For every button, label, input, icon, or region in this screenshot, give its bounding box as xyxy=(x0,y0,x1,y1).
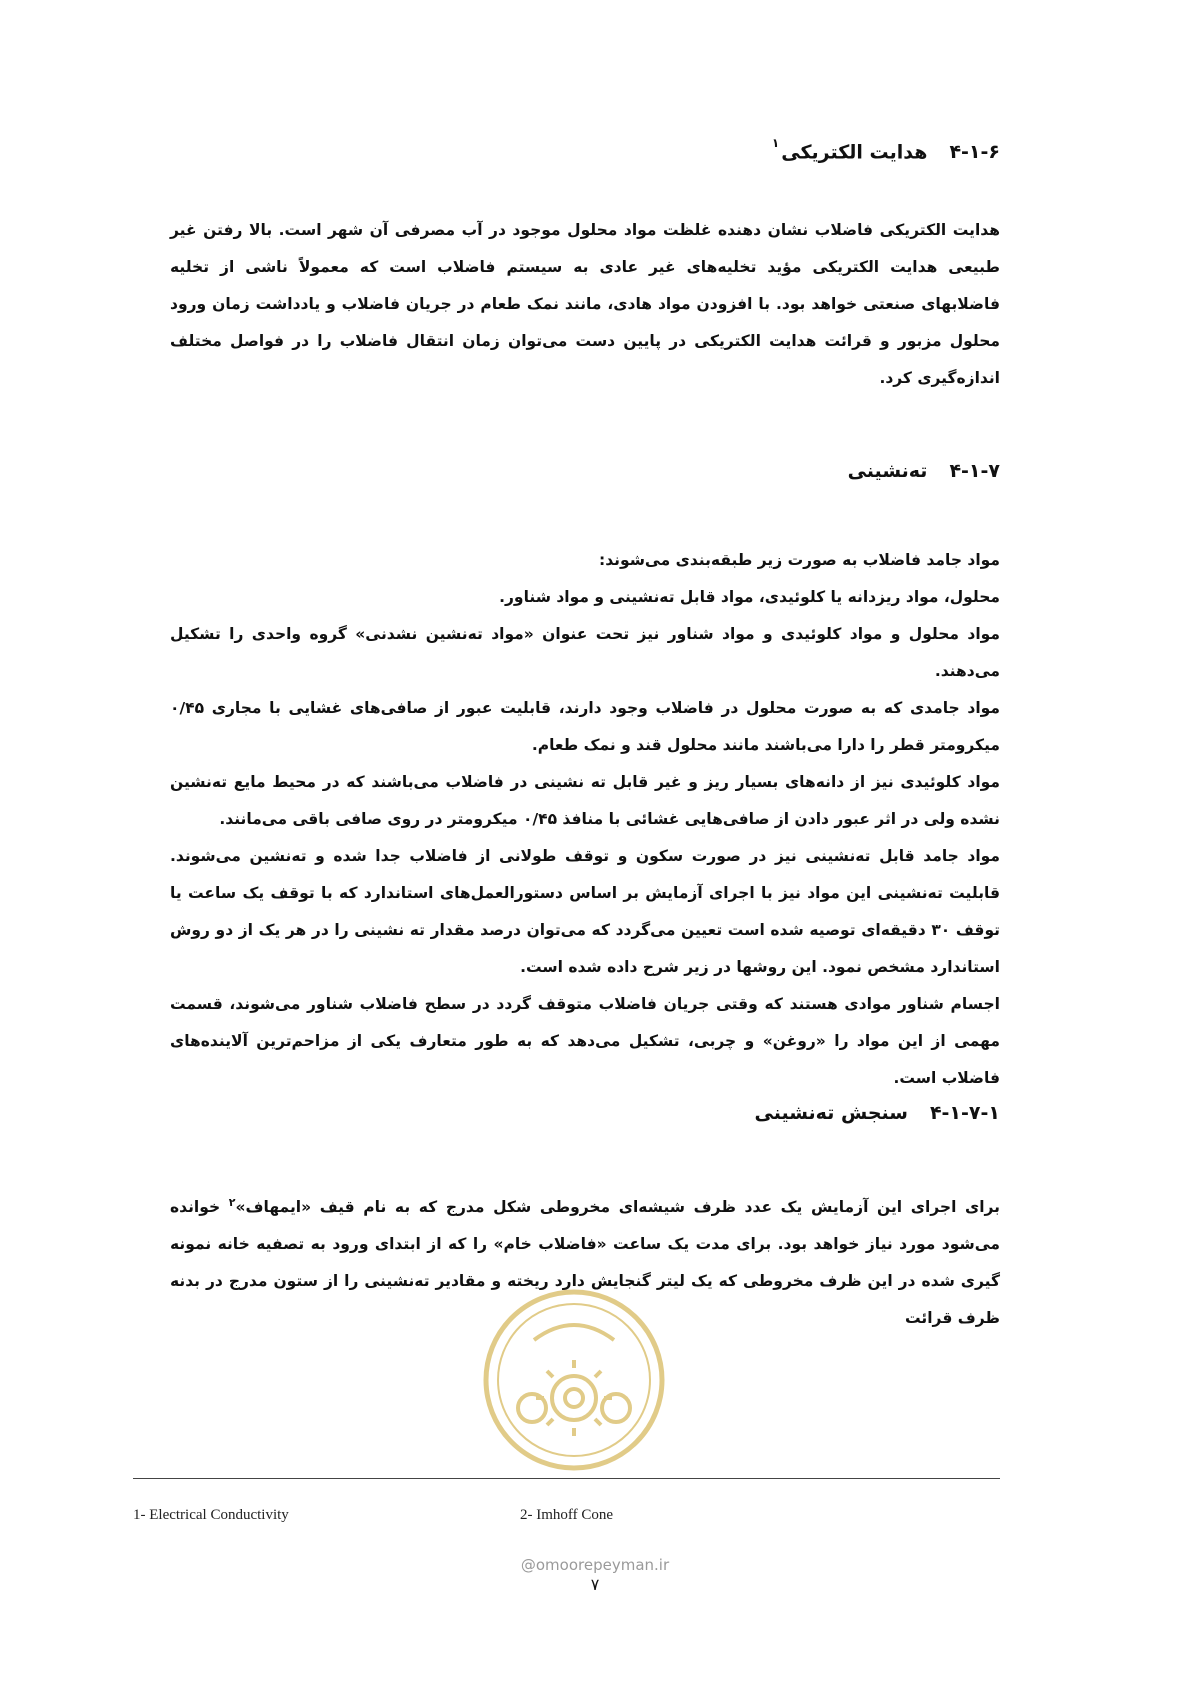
page-number: ۷ xyxy=(590,1575,600,1594)
watermark-logo xyxy=(474,1280,674,1490)
paragraph-text: مواد جامدی که به صورت محلول در فاضلاب وجود دارند، قابلیت عبور از صافی‌های غشایی با مجاری ۰/۴۵ میکرومتر قطر را دارا می‌باشند مانند محلول قند و نمک طعام. xyxy=(170,699,1000,754)
watermark-url: @omoorepeyman.ir xyxy=(520,1556,670,1574)
section-number: ۴-۱-۶ xyxy=(949,141,1000,164)
section-number: ۴-۱-۷-۱ xyxy=(929,1102,1000,1124)
section-heading-electrical-conductivity xyxy=(771,136,1000,164)
section-heading-sedimentation xyxy=(848,460,1000,482)
footnote-ref: ۲ xyxy=(228,1196,236,1209)
paragraph-text: هدایت الکتریکی فاضلاب نشان دهنده غلظت مواد محلول موجود در آب مصرفی آن شهر است. بالا رفتن غیر طبیعی هدایت الکتریکی مؤید تخلیه‌های غیر عادی به سیستم فاضلاب است که معمولاً ناشی از تخلیه فاضلابهای صنعتی خواهد بود. با افزودن مواد هادی، مانند نمک طعام در جریان فاضلاب و یادداشت زمان ورود محلول مزبور و قرائت هدایت الکتریکی در پایین دست می‌توان زمان انتقال فاضلاب را در فواصل مختلف اندازه‌گیری کرد. xyxy=(170,221,1000,387)
section-title: هدایت الکتریکی xyxy=(781,141,928,164)
paragraph-electrical-conductivity xyxy=(170,212,1000,397)
section-title: ته‌نشینی xyxy=(847,460,928,482)
paragraph-text: اجسام شناور موادی هستند که وقتی جریان فاضلاب متوقف گردد در سطح فاضلاب شناور می‌شوند، قسمت مهمی از این مواد را «روغن» و چربی، تشکیل می‌دهد که به طور متعارف یکی از مزاحم‌ترین آلاینده‌های فاضلاب است. xyxy=(170,995,1000,1087)
footnote-1: 1- Electrical Conductivity xyxy=(133,1507,289,1523)
paragraph-block-sedimentation xyxy=(170,542,1000,1097)
paragraph-text: مواد کلوئیدی نیز از دانه‌های بسیار ریز و غیر قابل ته نشینی در فاضلاب می‌باشند که در محیط مایع ته‌نشین نشده ولی در اثر عبور دادن از صافی‌هایی غشائی با منافذ ۰/۴۵ میکرومتر در روی صافی باقی می‌مانند. xyxy=(170,773,1000,828)
paragraph-text: مواد جامد قابل ته‌نشینی نیز در صورت سکون و توقف طولانی از فاضلاب جدا شده و ته‌نشین می‌شوند. قابلیت ته‌نشینی این مواد نیز با اجرای آزمایش بر اساس دستورالعمل‌های استاندارد که با توقف یک ساعت یا توقف ۳۰ دقیقه‌ای توصیه شده است تعیین می‌گردد که می‌توان درصد مقدار ته نشینی را در هر یک از دو روش استاندارد مشخص نمود. این روشها در زیر شرح داده شده است. xyxy=(170,847,1000,976)
paragraph-text-part: برای اجرای این آزمایش یک عدد ظرف شیشه‌ای مخروطی شکل مدرج که به نام قیف «ایمهاف» xyxy=(235,1198,1000,1217)
paragraph-text: مواد جامد فاضلاب به صورت زیر طبقه‌بندی می‌شوند: xyxy=(599,551,1000,569)
section-number: ۴-۱-۷ xyxy=(949,460,1000,482)
footnote-2: 2- Imhoff Cone xyxy=(520,1507,614,1523)
paragraph-text: محلول، مواد ریزدانه یا کلوئیدی، مواد قابل ته‌نشینی و مواد شناور. xyxy=(499,588,1000,606)
footnote-separator xyxy=(133,1478,1000,1479)
paragraph-text-part: خوانده می‌شود مورد نیاز خواهد بود. برای مدت یک ساعت «فاضلاب خام» را که از ابتدای ورود به تصفیه خانه نمونه گیری شده در این ظرف مخروطی که یک لیتر گنجایش دارد ریخته و مقادیر ته‌نشینی را از ستون مدرج در بدنه ظرف قرائت xyxy=(170,1198,1000,1328)
footnote-ref: ۱ xyxy=(771,136,780,150)
paragraph-text: مواد محلول و مواد کلوئیدی و مواد شناور نیز تحت عنوان «مواد ته‌نشین نشدنی» گروه واحدی را تشکیل می‌دهند. xyxy=(170,625,1000,680)
section-title: سنجش ته‌نشینی xyxy=(754,1102,908,1124)
section-heading-sedimentation-measurement xyxy=(754,1102,1000,1124)
